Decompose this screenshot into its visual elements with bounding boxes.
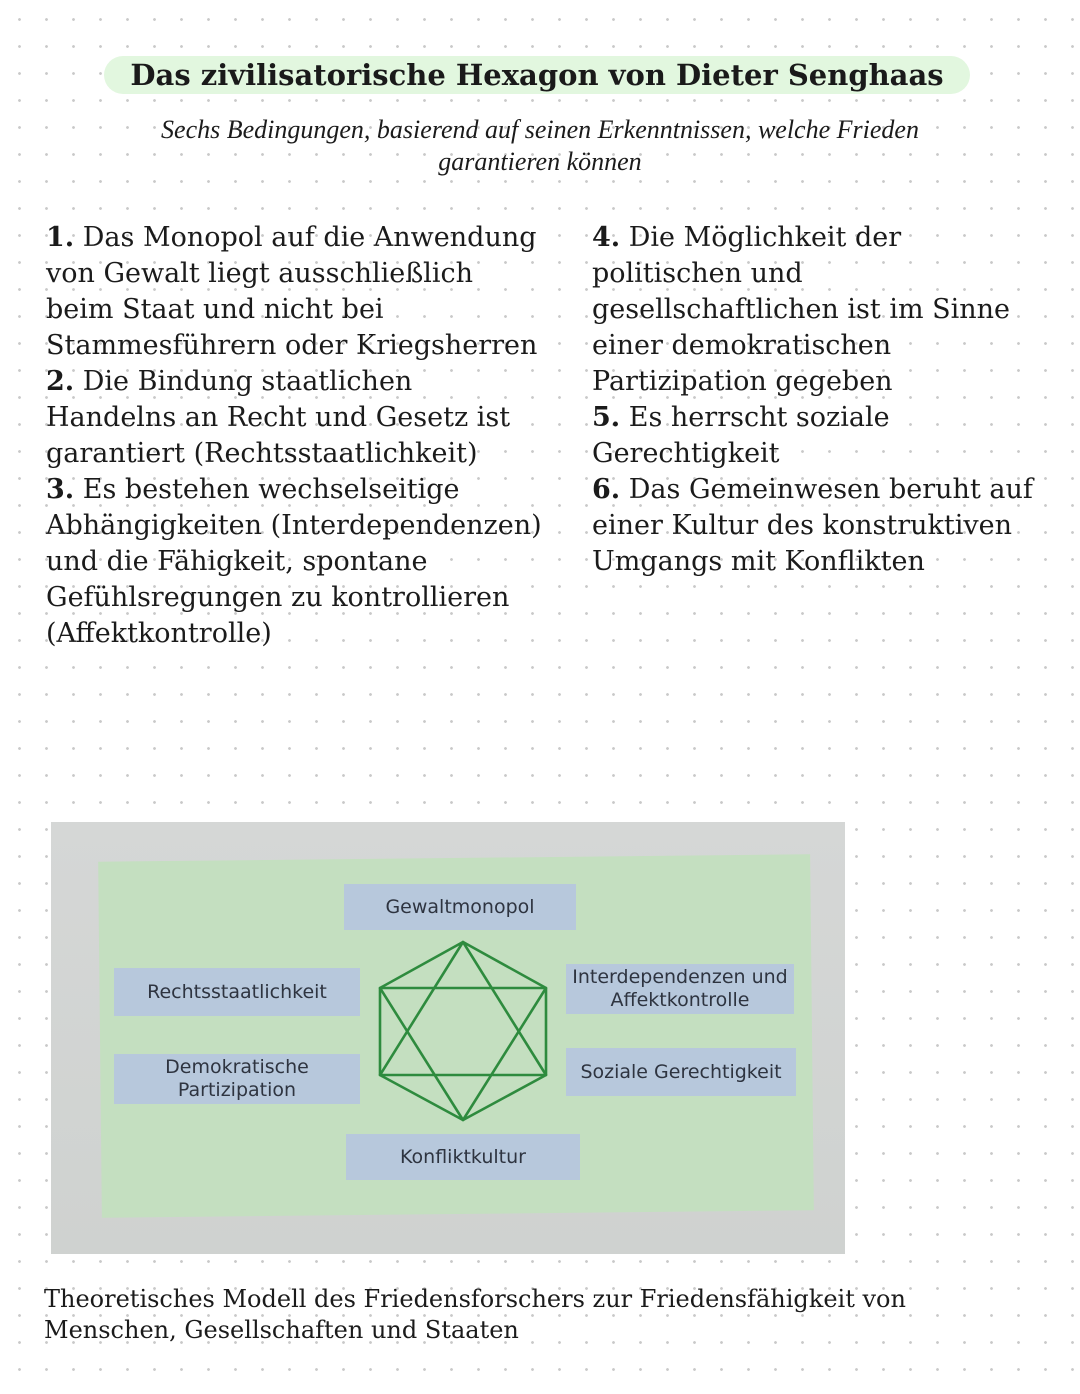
hexagon-star-icon <box>376 938 550 1124</box>
label-interdependenzen <box>566 964 794 1014</box>
figure-caption <box>44 1284 1044 1346</box>
condition-text: Das Gemeinwesen beruht auf einer Kultur des konstruktiven Umgangs mit Konflikten <box>592 474 1033 577</box>
label-soziale-gerechtigkeit: Soziale Gerechtigkeit <box>566 1048 796 1096</box>
condition-6 <box>592 472 1052 580</box>
label-demokratische-partizipation <box>114 1054 360 1104</box>
label-line: Interdependenzen und <box>572 966 788 988</box>
condition-text: Die Bindung staatlichen Handelns an Recht und Gesetz ist garantiert (Rechtsstaatlichkeit) <box>46 366 511 469</box>
hexagon-outline <box>380 942 546 1120</box>
condition-number: 4. <box>592 222 621 253</box>
label-line: Affektkontrolle <box>610 989 750 1011</box>
condition-5 <box>592 400 1052 472</box>
label-konfliktkultur: Konfliktkultur <box>346 1134 580 1180</box>
conditions-right-column <box>592 220 1052 580</box>
subtitle-line-1: Sechs Bedingungen, basierend auf seinen Erkenntnissen, welche Frieden <box>161 115 919 144</box>
condition-2 <box>46 364 546 472</box>
caption-line-2: Menschen, Gesellschaften und Staaten <box>44 1316 519 1344</box>
page-title: Das zivilisatorische Hexagon von Dieter Senghaas <box>130 58 944 92</box>
label-line: Partizipation <box>177 1079 297 1101</box>
label-rechtsstaatlichkeit: Rechtsstaatlichkeit <box>114 968 360 1016</box>
label-line: Demokratische <box>165 1056 309 1078</box>
condition-text: Es bestehen wechselseitige Abhängigkeiten (Interdependenzen) und die Fähigkeit, spontane Gefühlsregungen zu kontrollieren (Affektkontrolle) <box>46 474 542 649</box>
conditions-left-column <box>46 220 546 652</box>
condition-number: 3. <box>46 474 75 505</box>
label-gewaltmonopol: Gewaltmonopol <box>344 884 576 930</box>
condition-number: 1. <box>46 222 75 253</box>
condition-3 <box>46 472 546 652</box>
condition-number: 6. <box>592 474 621 505</box>
condition-text: Das Monopol auf die Anwendung von Gewalt liegt ausschließlich beim Staat und nicht bei Stammesführern oder Kriegsherren <box>46 222 538 361</box>
condition-number: 2. <box>46 366 75 397</box>
triangle-up <box>380 942 546 1075</box>
condition-text: Es herrscht soziale Gerechtigkeit <box>592 402 890 469</box>
condition-4 <box>592 220 1052 400</box>
condition-1 <box>46 220 546 364</box>
condition-number: 5. <box>592 402 621 433</box>
triangle-down <box>380 988 546 1120</box>
subtitle-line-2: garantieren können <box>438 147 642 176</box>
caption-line-1: Theoretisches Modell des Friedensforschers zur Friedensfähigkeit von <box>44 1285 906 1313</box>
subtitle <box>70 114 1010 178</box>
condition-text: Die Möglichkeit der politischen und gesellschaftlichen ist im Sinne einer demokratischen Partizipation gegeben <box>592 222 1011 397</box>
